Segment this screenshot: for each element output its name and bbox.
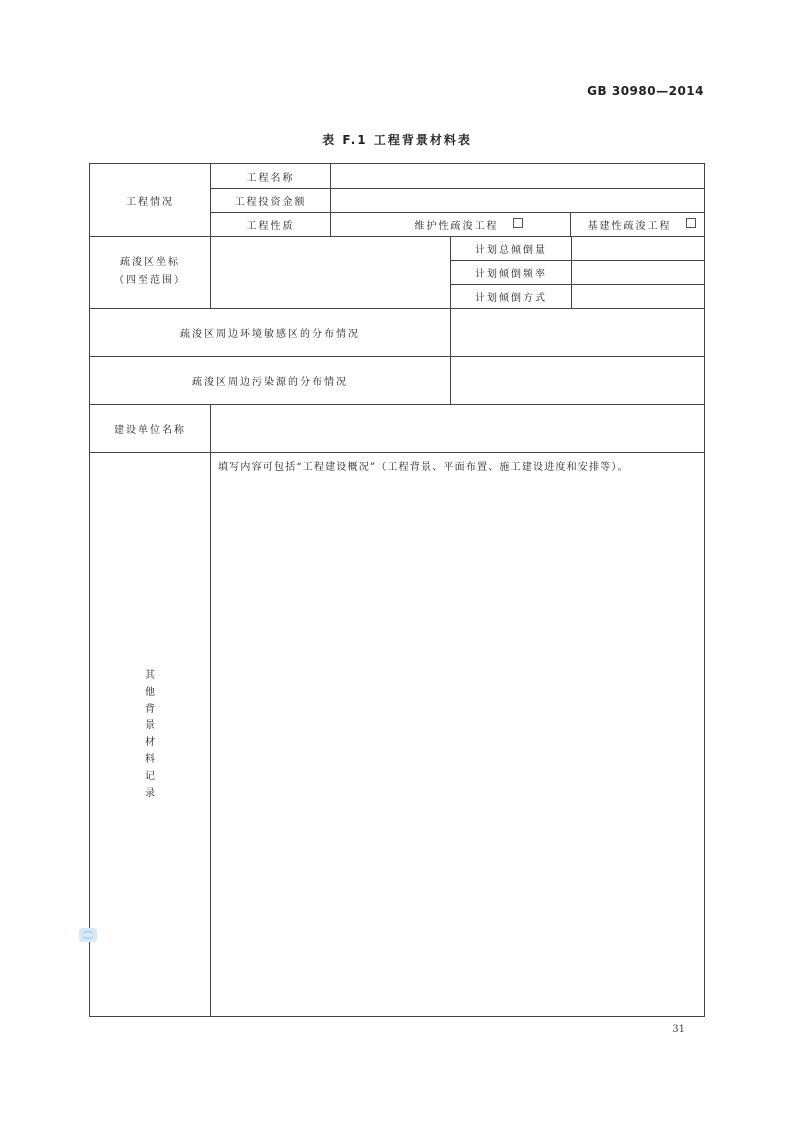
watermark-logo-icon (78, 925, 98, 945)
page-number: 31 (672, 1024, 685, 1035)
project-nature-label: 工程性质 (246, 220, 295, 232)
dump-frequency-field[interactable] (572, 260, 704, 284)
dredging-area-coordinates-field[interactable] (211, 236, 450, 308)
maintenance-dredging-option[interactable] (331, 212, 570, 236)
other-records-char: 录 (145, 787, 155, 799)
project-name-field[interactable] (331, 164, 704, 188)
coordinates-label-line2: （四至范围） (114, 275, 186, 286)
standard-number: GB 30980—2014 (587, 84, 704, 98)
project-name-label: 工程名称 (246, 172, 295, 184)
other-records-label (90, 668, 210, 802)
sensitive-area-field[interactable] (451, 308, 704, 356)
coordinates-label-line1: 疏浚区坐标 (120, 257, 180, 268)
builder-field[interactable] (211, 404, 704, 452)
project-info-label: 工程情况 (126, 196, 174, 208)
other-records-char: 他 (145, 686, 155, 698)
total-dump-label: 计划总倾倒量 (475, 244, 547, 256)
total-dump-field[interactable] (572, 236, 704, 260)
other-records-char: 其 (145, 670, 155, 681)
other-records-instruction: 填写内容可包括“工程建设概况”（工程背景、平面布置、施工建设进度和安排等）。 (218, 462, 629, 473)
other-records-field[interactable] (211, 476, 704, 1016)
maintenance-dredging-checkbox[interactable] (513, 218, 523, 228)
other-records-char: 景 (145, 720, 155, 732)
row-line (90, 452, 704, 453)
pollution-source-label: 疏浚区周边污染源的分布情况 (192, 376, 348, 388)
dump-method-label: 计划倾倒方式 (475, 292, 547, 304)
sensitive-area-label: 疏浚区周边环境敏感区的分布情况 (180, 328, 360, 340)
dredging-area-coordinates-label (90, 236, 210, 308)
capital-dredging-option[interactable] (571, 212, 704, 236)
pollution-source-field[interactable] (451, 356, 704, 404)
other-records-char: 背 (145, 703, 155, 715)
other-records-char: 料 (145, 753, 155, 765)
maintenance-dredging-label: 维护性疏浚工程 (414, 220, 499, 232)
capital-dredging-checkbox[interactable] (686, 218, 696, 228)
table-title: 表 F.1 工程背景材料表 (322, 133, 472, 147)
other-records-char: 材 (145, 737, 155, 749)
investment-field[interactable] (331, 188, 704, 212)
capital-dredging-label: 基建性疏浚工程 (587, 220, 672, 232)
dump-method-field[interactable] (572, 284, 704, 308)
project-background-table (89, 163, 705, 1017)
other-records-char: 记 (145, 770, 155, 782)
dump-frequency-label: 计划倾倒频率 (475, 268, 547, 280)
investment-label: 工程投资金额 (234, 196, 307, 208)
builder-label: 建设单位名称 (114, 424, 186, 436)
